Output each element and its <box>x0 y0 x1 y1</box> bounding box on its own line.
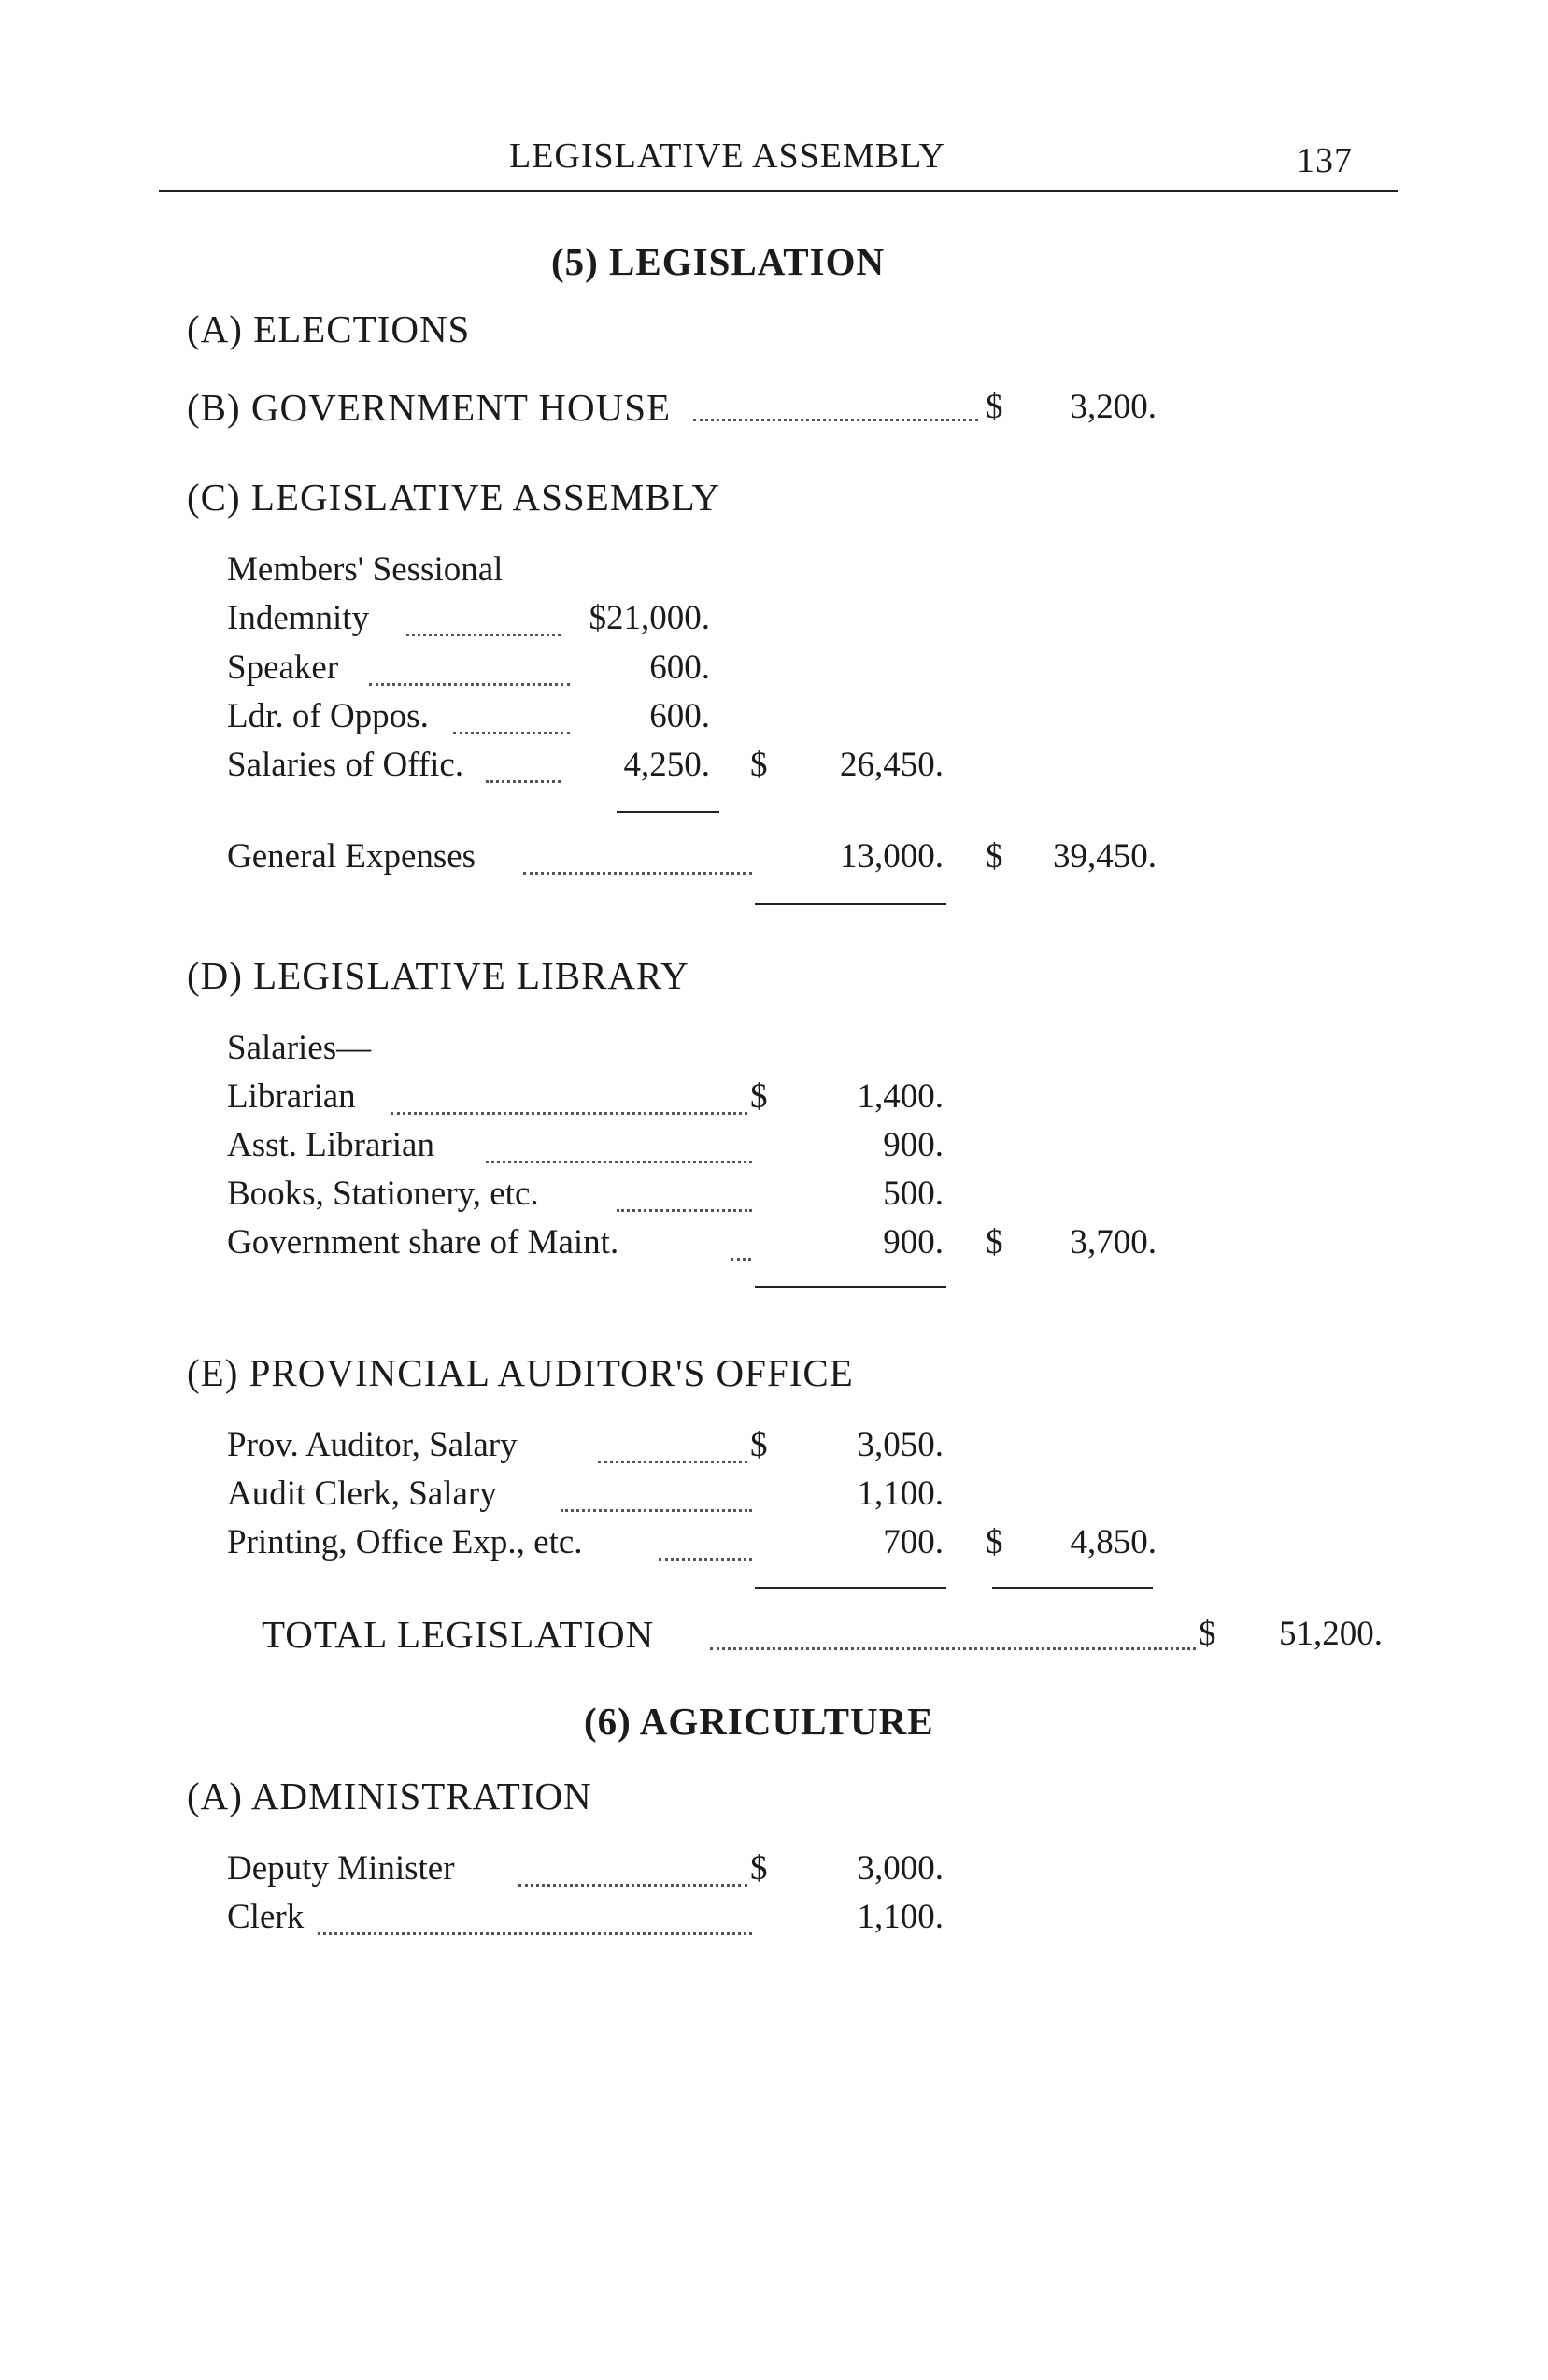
amount-assembly-subtotal: 26,450. <box>840 746 944 784</box>
leader-dots <box>617 1209 752 1212</box>
amount-salaries-offic: 4,250. <box>623 746 710 784</box>
auditor-rule-left <box>755 1587 946 1589</box>
leader-dots <box>710 1647 1196 1650</box>
item-general-expenses: General Expenses <box>227 837 476 876</box>
amount-clerk: 1,100. <box>857 1898 944 1936</box>
amount-librarian: 1,400. <box>857 1077 944 1116</box>
dollar-sign: $ <box>750 746 768 784</box>
amount-total-legislation: 51,200. <box>1279 1615 1383 1653</box>
item-audit-clerk: Audit Clerk, Salary <box>227 1475 497 1513</box>
subsection-elections: (A) ELECTIONS <box>187 307 471 350</box>
item-printing-office: Printing, Office Exp., etc. <box>227 1523 583 1561</box>
subsection-administration: (A) ADMINISTRATION <box>187 1774 592 1817</box>
item-members-sessional: Members' Sessional <box>227 550 504 589</box>
total-legislation-label: TOTAL LEGISLATION <box>262 1613 655 1656</box>
subsection-legislative-assembly: (C) LEGISLATIVE ASSEMBLY <box>187 476 721 519</box>
section-title-agriculture: (6) AGRICULTURE <box>584 1700 934 1743</box>
item-salaries-offic: Salaries of Offic. <box>227 746 464 784</box>
leader-dots <box>406 634 561 636</box>
item-government-share: Government share of Maint. <box>227 1223 619 1261</box>
dollar-sign: $ <box>986 1523 1003 1561</box>
leader-dots <box>318 1932 752 1935</box>
dollar-sign: $ <box>986 388 1003 426</box>
amount-books-stationery: 500. <box>883 1175 944 1213</box>
section-title-legislation: (5) LEGISLATION <box>551 240 886 283</box>
leader-dots <box>518 1884 747 1887</box>
amount-assembly-total: 39,450. <box>1053 837 1157 876</box>
leader-dots <box>486 1161 752 1163</box>
amount-indemnity: $21,000. <box>589 599 710 637</box>
item-prov-auditor: Prov. Auditor, Salary <box>227 1426 518 1464</box>
item-clerk: Clerk <box>227 1898 305 1936</box>
running-header: LEGISLATIVE ASSEMBLY <box>509 136 945 176</box>
amount-printing-office: 700. <box>883 1523 944 1561</box>
total-rule <box>755 903 946 905</box>
subsection-provincial-auditor: (E) PROVINCIAL AUDITOR'S OFFICE <box>187 1351 854 1394</box>
item-indemnity: Indemnity <box>227 599 370 637</box>
leader-dots <box>391 1112 747 1115</box>
header-rule <box>159 190 1398 192</box>
leader-dots <box>523 872 752 875</box>
leader-dots <box>693 419 978 421</box>
item-books-stationery: Books, Stationery, etc. <box>227 1175 539 1213</box>
item-salaries-heading: Salaries— <box>227 1029 372 1067</box>
subsection-government-house: (B) GOVERNMENT HOUSE <box>187 386 672 429</box>
subsection-legislative-library: (D) LEGISLATIVE LIBRARY <box>187 954 689 997</box>
leader-dots <box>453 732 570 734</box>
amount-speaker: 600. <box>649 648 710 687</box>
amount-government-share: 900. <box>883 1223 944 1261</box>
dollar-sign: $ <box>1199 1615 1216 1653</box>
amount-audit-clerk: 1,100. <box>857 1475 944 1513</box>
leader-dots <box>731 1258 751 1261</box>
auditor-rule-right <box>992 1587 1153 1589</box>
leader-dots <box>598 1461 747 1463</box>
leader-dots <box>369 683 570 686</box>
amount-library-total: 3,700. <box>1070 1223 1157 1261</box>
dollar-sign: $ <box>986 1223 1003 1261</box>
amount-deputy-minister: 3,000. <box>857 1849 944 1888</box>
amount-general-expenses: 13,000. <box>840 837 944 876</box>
amount-government-house: 3,200. <box>1070 388 1157 426</box>
amount-ldr-oppos: 600. <box>649 697 710 735</box>
leader-dots <box>561 1509 752 1512</box>
dollar-sign: $ <box>750 1077 768 1116</box>
dollar-sign: $ <box>986 837 1003 876</box>
item-asst-librarian: Asst. Librarian <box>227 1126 434 1164</box>
amount-auditor-total: 4,850. <box>1070 1523 1157 1561</box>
dollar-sign: $ <box>750 1426 768 1464</box>
page-number: 137 <box>1297 141 1353 180</box>
amount-asst-librarian: 900. <box>883 1126 944 1164</box>
leader-dots <box>659 1558 752 1561</box>
library-rule <box>755 1286 946 1288</box>
subtotal-rule <box>617 811 719 813</box>
item-deputy-minister: Deputy Minister <box>227 1849 455 1888</box>
amount-prov-auditor: 3,050. <box>857 1426 944 1464</box>
leader-dots <box>486 780 561 783</box>
dollar-sign: $ <box>750 1849 768 1888</box>
item-librarian: Librarian <box>227 1077 356 1116</box>
item-ldr-oppos: Ldr. of Oppos. <box>227 697 429 735</box>
item-speaker: Speaker <box>227 648 339 687</box>
